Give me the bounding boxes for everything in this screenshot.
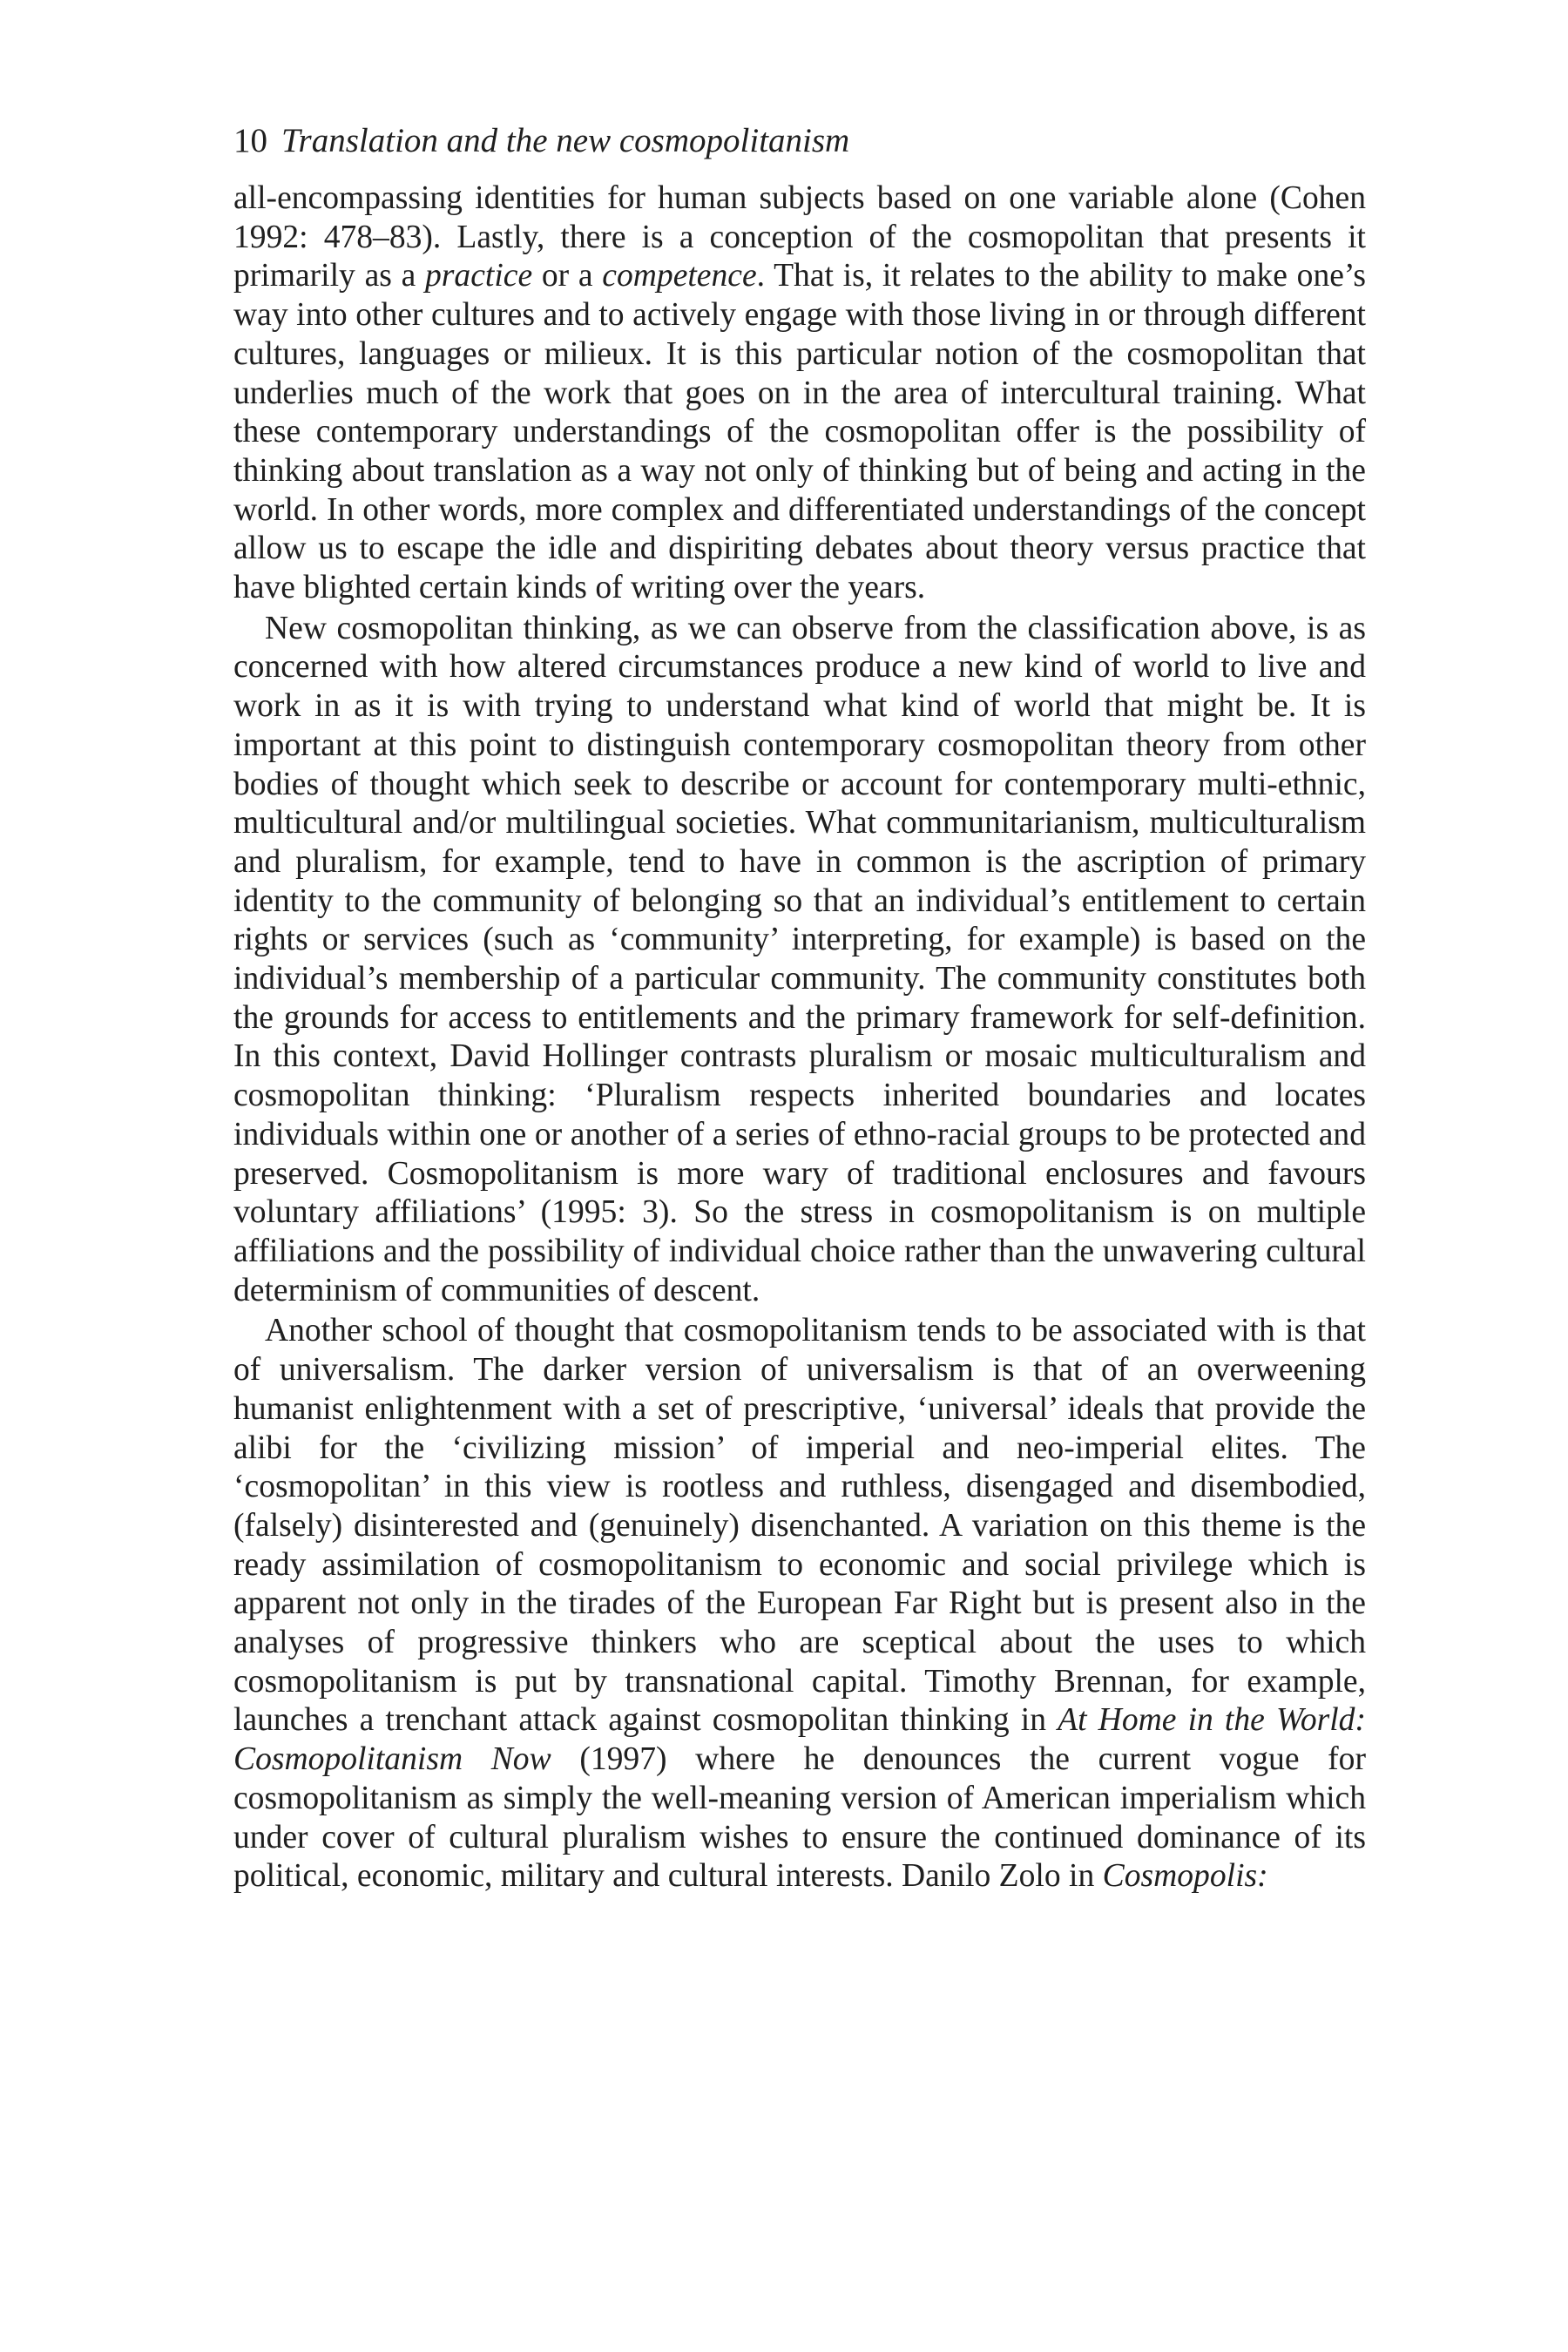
body-text	[233, 179, 1366, 1896]
page-number: 10	[233, 122, 267, 159]
text-run: all-encompassing identities for human subjects based on one variable alone (Cohen 1992: 478–83). Lastly, there is a conception of the cosmopolitan that presents it primarily as a	[233, 180, 1366, 294]
running-title: Translation and the new cosmopolitanism	[281, 122, 850, 159]
text-run: Another school of thought that cosmopolitanism tends to be associated with is that of universalism. The darker version of universalism is that of an overweening humanist enlightenment with a set of prescriptive, ‘universal’ ideals that provide the alibi for the ‘civilizing mission’ of imperial and neo-imperial elites. The ‘cosmopolitan’ in this view is rootless and ruthless, disengaged and disembodied, (falsely) disinterested and (genuinely) disenchanted. A variation on this theme is the ready assimilation of cosmopolitanism to economic and social privilege which is apparent not only in the tirades of the European Far Right but is present also in the analyses of progressive thinkers who are sceptical about the uses to which cosmopolitanism is put by transnational capital. Timothy Brennan, for example, launches a trenchant attack against cosmopolitan thinking in	[233, 1313, 1366, 1739]
text-run: or a	[532, 258, 603, 294]
italic-term-competence: competence	[602, 258, 757, 294]
italic-book-title: Cosmopolis:	[1102, 1858, 1268, 1895]
text-run: New cosmopolitan thinking, as we can observe from the classification above, is as concerned with how altered circumstances produce a new kind of world to live and work in as it is with trying to understand what kind of world that might be. It is important at this point to distinguish contemporary cosmopolitan theory from other bodies of thought which seek to describe or account for contemporary multi-ethnic, multicultural and/or multilingual societies. What communitarianism, multiculturalism and pluralism, for example, tend to have in common is the ascription of primary identity to the community of belonging so that an individual’s entitlement to certain rights or services (such as ‘community’ interpreting, for example) is based on the individual’s membership of a particular community. The community constitutes both the grounds for access to entitlements and the primary framework for self-definition. In this context, David Hollinger contrasts pluralism or mosaic multiculturalism and cosmopolitan thinking: ‘Pluralism respects inherited boundaries and locates individuals within one or another of a series of ethno-racial groups to be protected and preserved. Cosmopolitanism is more wary of traditional enclosures and favours voluntary affiliations’ (1995: 3). So the stress in cosmopolitanism is on multiple affiliations and the possibility of individual choice rather than the unwavering cultural determinism of communities of descent.	[233, 610, 1366, 1308]
paragraph-2	[233, 610, 1366, 1311]
paragraph-3	[233, 1312, 1366, 1896]
text-run: . That is, it relates to the ability to make one’s way into other cultures and to actively engage with those living in or through different cultures, languages or milieux. It is this particular notion of the cosmopolitan that underlies much of the work that goes on in the area of intercultural training. What these contemporary understandings of the cosmopolitan offer is the possibility of thinking about translation as a way not only of thinking but of being and acting in the world. In other words, more complex and differentiated understandings of the concept allow us to escape the idle and dispiriting debates about theory versus practice that have blighted certain kinds of writing over the years.	[233, 258, 1366, 606]
running-head	[233, 115, 1366, 167]
paragraph-1	[233, 179, 1366, 608]
italic-term-practice: practice	[425, 258, 533, 294]
text-run: (1997) where he denounces the current vogue for cosmopolitanism as simply the well-meaning version of American imperialism which under cover of cultural pluralism wishes to ensure the continued dominance of its political, economic, military and cultural interests. Danilo Zolo in	[233, 1741, 1366, 1895]
italic-book-title: At Home in the World: Cosmopolitanism Now	[233, 1702, 1366, 1778]
